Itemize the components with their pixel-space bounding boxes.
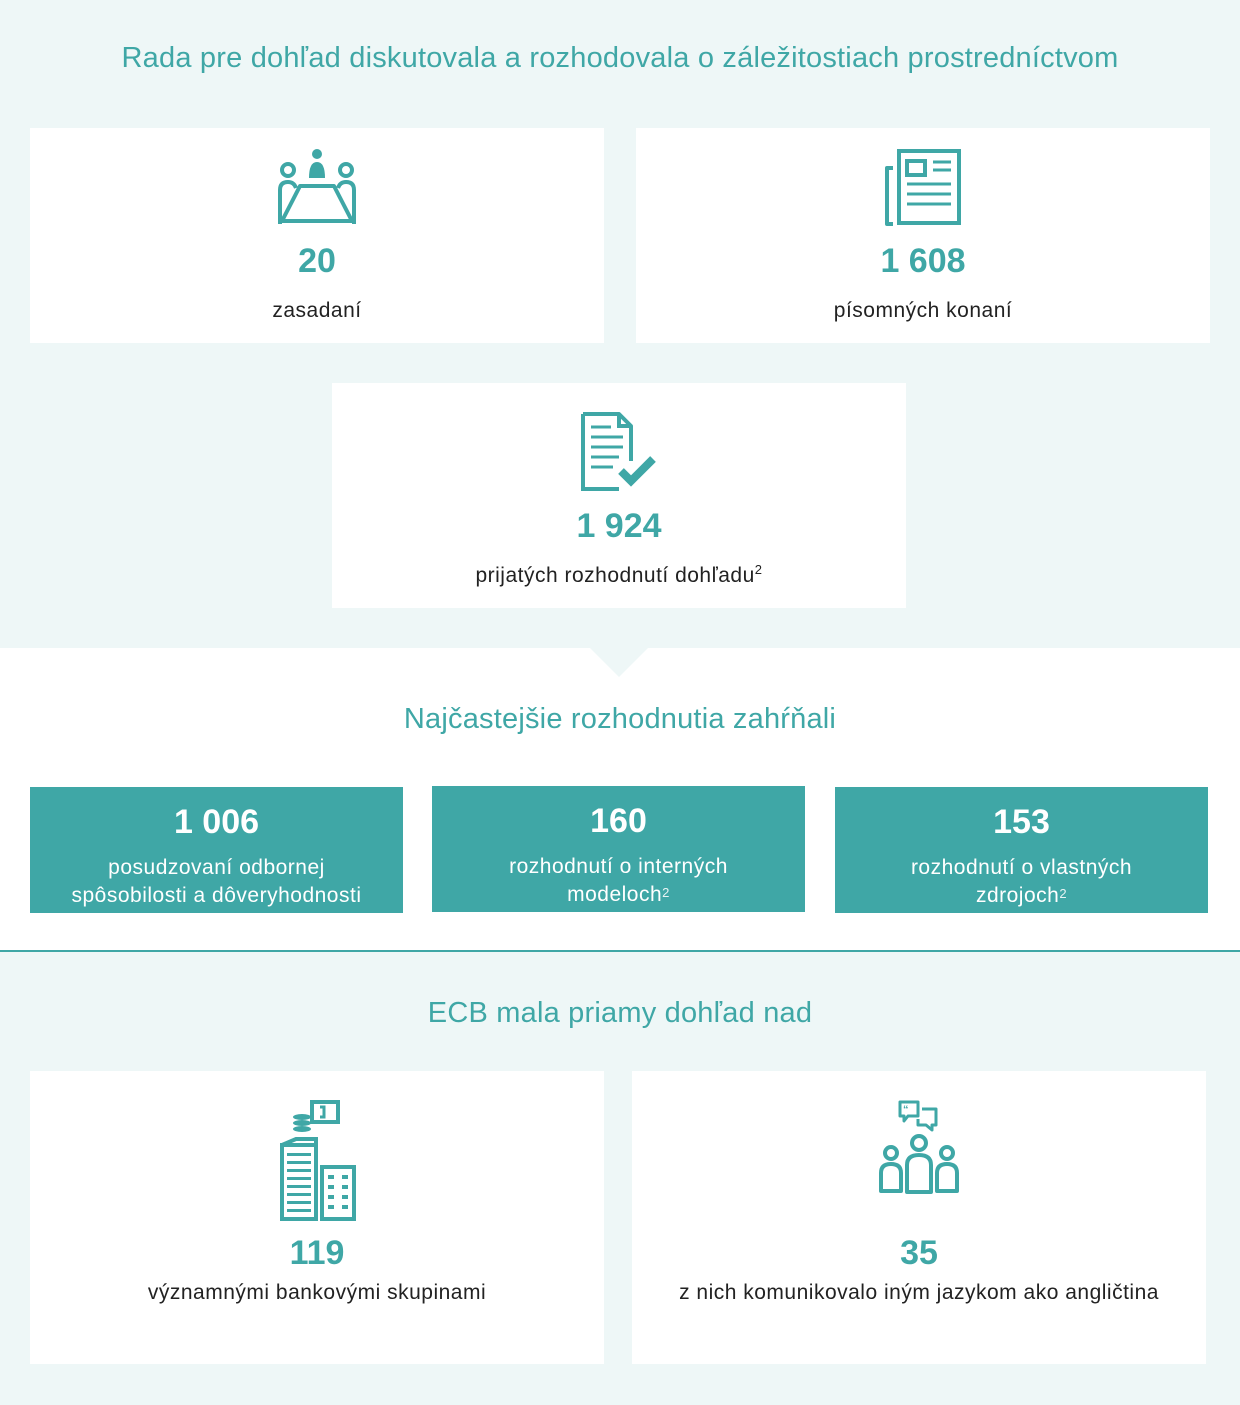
- banking-groups-card: [30, 1071, 604, 1364]
- banking-groups-value: 119: [289, 1234, 345, 1272]
- decisions-card: [332, 383, 906, 608]
- section2-heading: Najčastejšie rozhodnutia zahŕňali: [403, 703, 837, 735]
- written-document-icon: [883, 148, 963, 226]
- fit-and-proper-label: posudzovaní odbornej spôsobilosti a dôveryhodnosti: [71, 856, 362, 907]
- meeting-table-icon: [276, 146, 358, 226]
- written-procedures-value: 1 608: [880, 242, 966, 280]
- footnote-marker: 2: [754, 562, 763, 577]
- own-funds-card: [835, 787, 1208, 913]
- internal-models-value: 160: [590, 802, 647, 840]
- own-funds-value: 153: [993, 803, 1050, 841]
- decisions-value: 1 924: [576, 507, 662, 545]
- banking-groups-label: významnými bankovými skupinami: [147, 1281, 487, 1304]
- people-speech-icon: [878, 1099, 960, 1195]
- section3-heading: ECB mala priamy dohľad nad: [427, 997, 813, 1029]
- non-english-value: 35: [900, 1234, 938, 1272]
- section-arrow: [590, 648, 648, 677]
- written-procedures-card: [636, 128, 1210, 343]
- fit-and-proper-card: [30, 787, 403, 913]
- meetings-value: 20: [298, 242, 336, 280]
- non-english-label: z nich komunikovalo iným jazykom ako angličtina: [679, 1281, 1159, 1304]
- meetings-card: [30, 128, 604, 343]
- own-funds-label: rozhodnutí o vlastných zdrojoch$^2$: [910, 856, 1133, 907]
- section1-heading: Rada pre dohľad diskutovala a rozhodovala o záležitostiach prostredníctvom: [121, 42, 1119, 74]
- written-procedures-label: písomných konaní: [833, 299, 1013, 322]
- meetings-label: zasadaní: [272, 299, 362, 322]
- fit-and-proper-value: 1 006: [173, 803, 260, 841]
- footnote-marker: 2: [1059, 886, 1068, 901]
- footnote-marker: 2: [662, 885, 670, 900]
- non-english-card: [632, 1071, 1206, 1364]
- decisions-label: prijatých rozhodnutí dohľadu$^2$: [475, 562, 763, 587]
- internal-models-card: [432, 786, 805, 912]
- bank-buildings-icon: [276, 1099, 358, 1221]
- approved-document-icon: [579, 411, 659, 493]
- internal-models-label: rozhodnutí o interných modeloch$^2$: [509, 855, 728, 906]
- svg-text:“: “: [903, 1104, 909, 1116]
